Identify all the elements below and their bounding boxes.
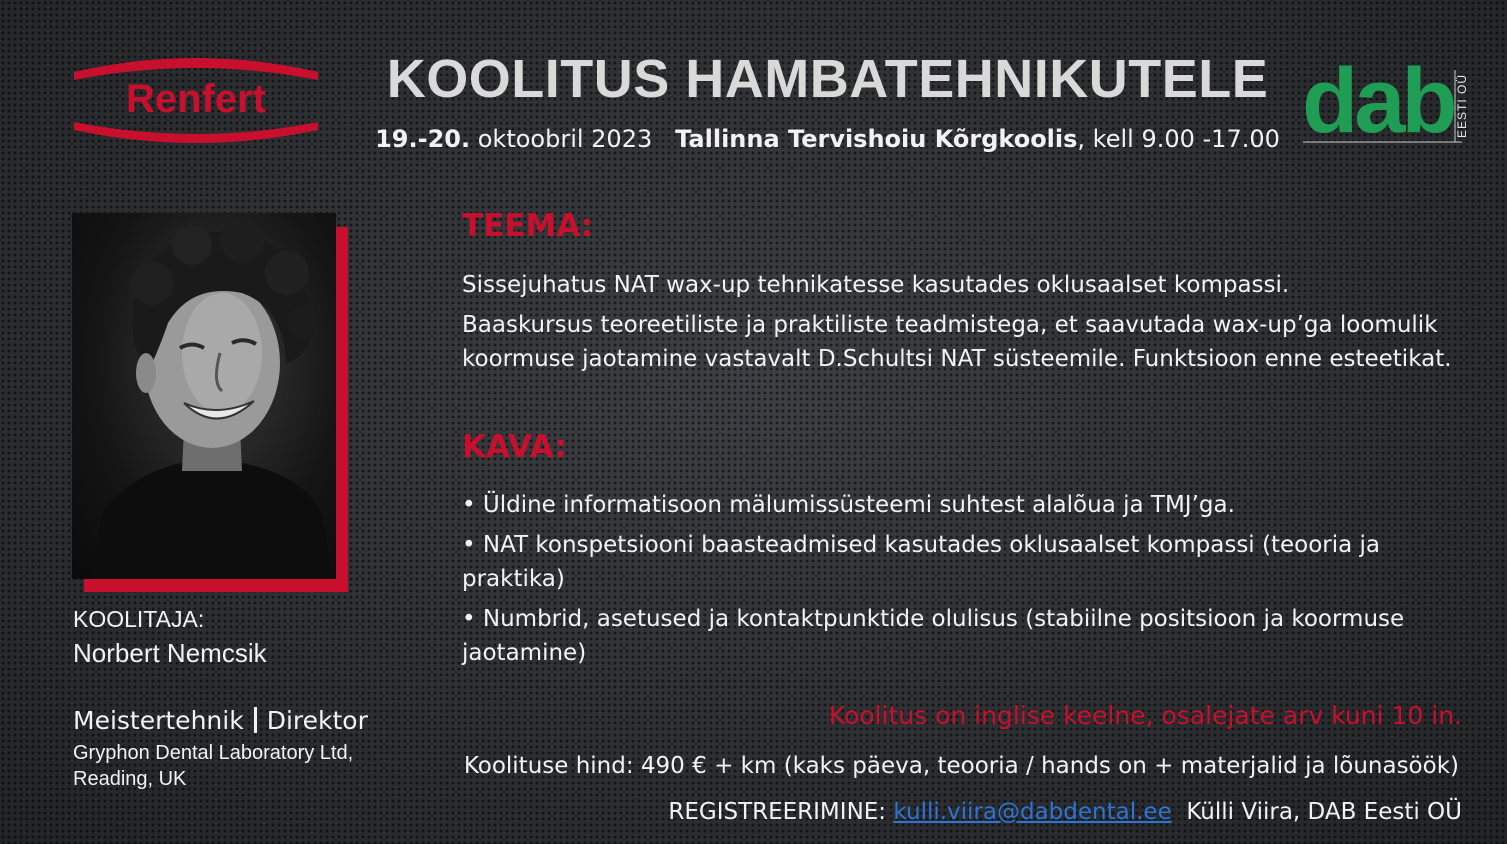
trainer-role <box>73 706 368 735</box>
event-subtitle <box>300 125 1355 153</box>
trainer-org-line1: Gryphon Dental Laboratory Ltd, <box>73 742 354 764</box>
renfert-logo <box>66 50 326 150</box>
dab-logo-text: dab <box>1302 50 1454 145</box>
trainer-label: KOOLITAJA: <box>73 606 205 632</box>
register-email-link[interactable]: kulli.viira@dabdental.ee <box>893 799 1172 825</box>
price-info: Koolituse hind: 490 € + km (kaks päeva, teooria / hands on + materjalid ja lõunasöök) <box>463 753 1459 779</box>
role-separator <box>254 707 257 733</box>
event-venue: Tallinna Tervishoiu Kõrgkoolis <box>675 125 1078 153</box>
trainer-portrait-illustration <box>72 213 336 579</box>
kava-list <box>462 488 1462 676</box>
trainer-name: Norbert Nemcsik <box>73 638 267 668</box>
list-item: • Numbrid, asetused ja kontaktpunktide olulisus (stabiilne positsioon ja koormuse jaotamine) <box>462 606 1405 666</box>
dab-logo <box>1300 50 1480 145</box>
teema-paragraph-2: Baaskursus teoreetiliste ja praktiliste teadmistega, et saavutada wax-up’ga loomulik koormuse jaotamine vastavalt D.Schultsi NAT süsteemile. Funktsioon enne esteetikat. <box>462 312 1452 372</box>
event-dates: 19.-20. <box>375 125 471 153</box>
teema-heading: TEEMA: <box>462 208 594 244</box>
teema-paragraph-1: Sissejuhatus NAT wax-up tehnikatesse kasutades oklusaalset kompassi. <box>462 272 1290 298</box>
trainer-photo <box>72 213 336 579</box>
event-month: oktoobril 2023 <box>477 125 653 153</box>
register-contact: Külli Viira, DAB Eesti OÜ <box>1171 799 1462 825</box>
list-item: • Üldine informatisoon mälumissüsteemi suhtest alalõua ja TMJ’ga. <box>462 492 1235 518</box>
renfert-logo-text: Renfert <box>125 77 267 121</box>
trainer-role-title: Meistertehnik <box>73 706 244 735</box>
kava-heading: KAVA: <box>462 429 567 465</box>
page-title: KOOLITUS HAMBATEHNIKUTELE <box>386 49 1269 109</box>
list-item: • NAT konspetsiooni baasteadmised kasutades oklusaalset kompassi (teooria ja praktika) <box>462 532 1381 592</box>
event-time: , kell 9.00 -17.00 <box>1077 125 1280 153</box>
trainer-role-director: Direktor <box>266 706 368 735</box>
registration-info <box>668 799 1462 825</box>
trainer-organization <box>73 740 353 792</box>
trainer-org-line2: Reading, UK <box>73 768 187 790</box>
register-label: REGISTREERIMINE: <box>668 799 894 825</box>
language-note: Koolitus on inglise keelne, osalejate arv kuni 10 in. <box>828 701 1462 730</box>
dab-logo-subtext: EESTI OÜ <box>1455 73 1469 139</box>
